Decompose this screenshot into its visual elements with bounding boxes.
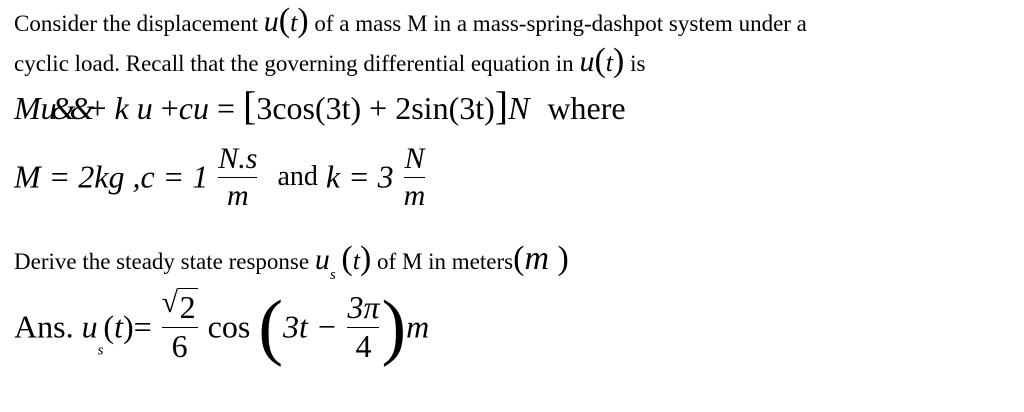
subscript-s: s: [329, 267, 336, 283]
fraction-denominator: m: [227, 178, 249, 212]
derive-line: [14, 240, 569, 284]
math-garbled-udotdot: u&&: [40, 90, 89, 126]
cos-function: cos: [207, 308, 251, 345]
fraction-bar: [404, 177, 426, 178]
sqrt: [161, 285, 198, 325]
forcing-term: 3cos(3t) + 2sin(3t): [256, 90, 495, 126]
math-u: u: [314, 243, 330, 276]
paren: ): [297, 2, 309, 39]
unit-N: N: [508, 90, 530, 126]
math-u: u: [263, 5, 279, 38]
math-u: u: [579, 45, 595, 78]
parameters-line: [14, 143, 427, 211]
text-segment: Consider the displacement: [14, 11, 258, 36]
fraction-bar: [218, 177, 257, 178]
math-t: t: [605, 48, 613, 77]
mass-damping-values: M = 2kg ,c = 1: [14, 158, 209, 195]
fraction-numerator: N.s: [218, 142, 258, 175]
paren: (: [103, 308, 115, 345]
problem-line-2: [14, 42, 645, 80]
stiffness-unit-fraction: [404, 143, 426, 211]
fraction-numerator: N: [404, 142, 425, 175]
phase-fraction: [347, 288, 380, 364]
text-segment: of a mass M in a mass-spring-dashpot system under a: [314, 11, 807, 36]
sqrt-body: 2: [179, 288, 196, 325]
math-u: u: [136, 90, 153, 126]
subscript-s: s: [97, 342, 104, 359]
cos-argument: 3t −: [282, 308, 338, 345]
radical-sign: √: [161, 285, 179, 319]
text-segment: cyclic load. Recall that the governing differential equation in: [14, 51, 574, 76]
paren: ): [359, 240, 372, 277]
fraction-numerator: 3π: [347, 288, 380, 325]
plus-sign: +: [160, 90, 179, 126]
text-and: and: [277, 161, 318, 192]
paren: ): [381, 286, 407, 368]
plus-sign: +: [88, 90, 107, 126]
paren: ): [549, 240, 569, 277]
math-t: t: [290, 8, 298, 37]
text-segment: Derive the steady state response: [14, 249, 310, 274]
text-segment: is: [630, 51, 646, 76]
equals-sign: =: [216, 90, 235, 126]
math-t: t: [352, 246, 360, 275]
answer-label: Ans.: [14, 308, 74, 345]
text-segment: of M in meters: [377, 249, 514, 274]
paren: ): [613, 42, 625, 79]
unit-m: m: [406, 308, 430, 345]
stiffness-value: k = 3: [325, 158, 394, 195]
paren: (: [341, 240, 353, 277]
paren: (: [513, 240, 525, 277]
equals-sign: =: [133, 308, 152, 345]
answer-line: [14, 285, 430, 368]
math-u: u: [81, 308, 98, 345]
fraction-denominator: m: [403, 178, 426, 212]
math-k: k: [114, 90, 129, 126]
governing-equation: [14, 82, 626, 129]
fraction-denominator: 6: [171, 327, 188, 364]
paren: (: [258, 286, 283, 368]
damping-unit-fraction: [218, 143, 257, 211]
math-M: M: [14, 90, 41, 126]
problem-line-1: [14, 2, 807, 40]
math-cu: cu: [178, 90, 209, 126]
bracket: ]: [494, 83, 509, 128]
paren: (: [278, 2, 291, 39]
unit-m: m: [524, 240, 549, 277]
paren: ): [122, 308, 134, 345]
bracket: [: [242, 83, 257, 128]
text-where: where: [547, 90, 626, 126]
paren: (: [594, 42, 606, 79]
fraction-numerator: [161, 285, 198, 325]
math-t: t: [114, 308, 123, 345]
fraction-denominator: 4: [355, 327, 372, 364]
amplitude-fraction: [161, 285, 198, 364]
